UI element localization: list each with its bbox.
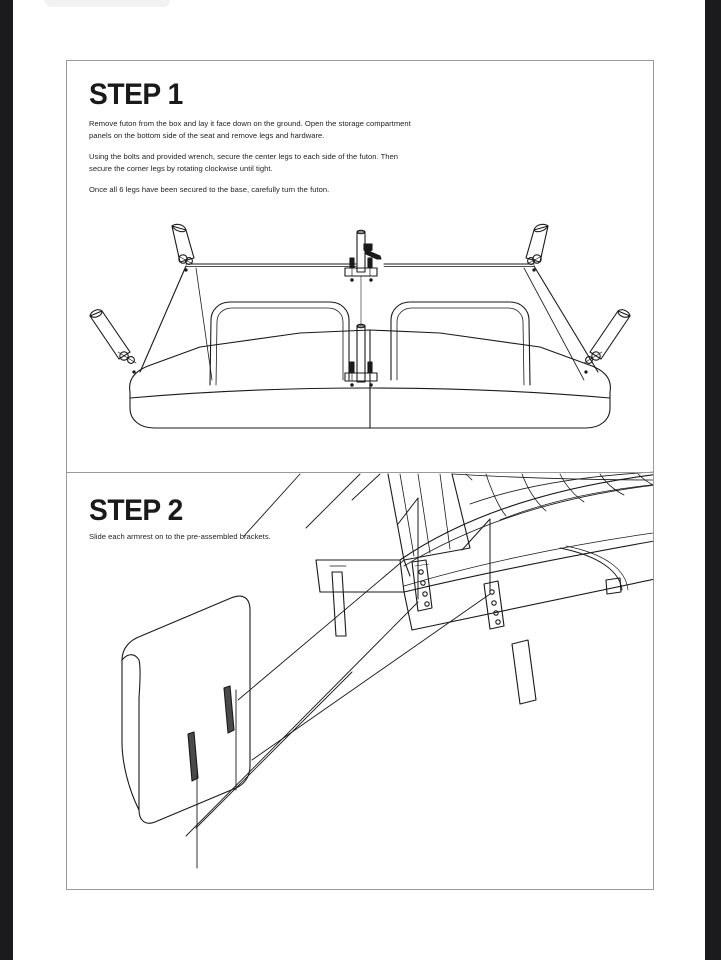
browser-chrome-pill bbox=[45, 0, 170, 7]
step-1-paragraph-3: Once all 6 legs have been secured to the base, carefully turn the futon. bbox=[89, 185, 330, 194]
step-1-paragraph-2: Using the bolts and provided wrench, secure the center legs to each side of the futon. Then secure the corner legs by rotating clockwise until tight. bbox=[89, 152, 399, 173]
step-1-paragraph-1: Remove futon from the box and lay it face down on the ground. Open the storage compartment panels on the bottom side of the seat and remove legs and hardware. bbox=[89, 119, 411, 140]
step-1-heading: STEP 1 bbox=[89, 78, 183, 111]
right-letterbox-bar bbox=[705, 0, 721, 960]
left-letterbox-bar bbox=[0, 0, 13, 960]
step-2-paragraph-1: Slide each armrest on to the pre-assembled brackets. bbox=[89, 532, 271, 541]
step-2-heading: STEP 2 bbox=[89, 494, 183, 527]
step-panel-divider bbox=[66, 472, 654, 473]
